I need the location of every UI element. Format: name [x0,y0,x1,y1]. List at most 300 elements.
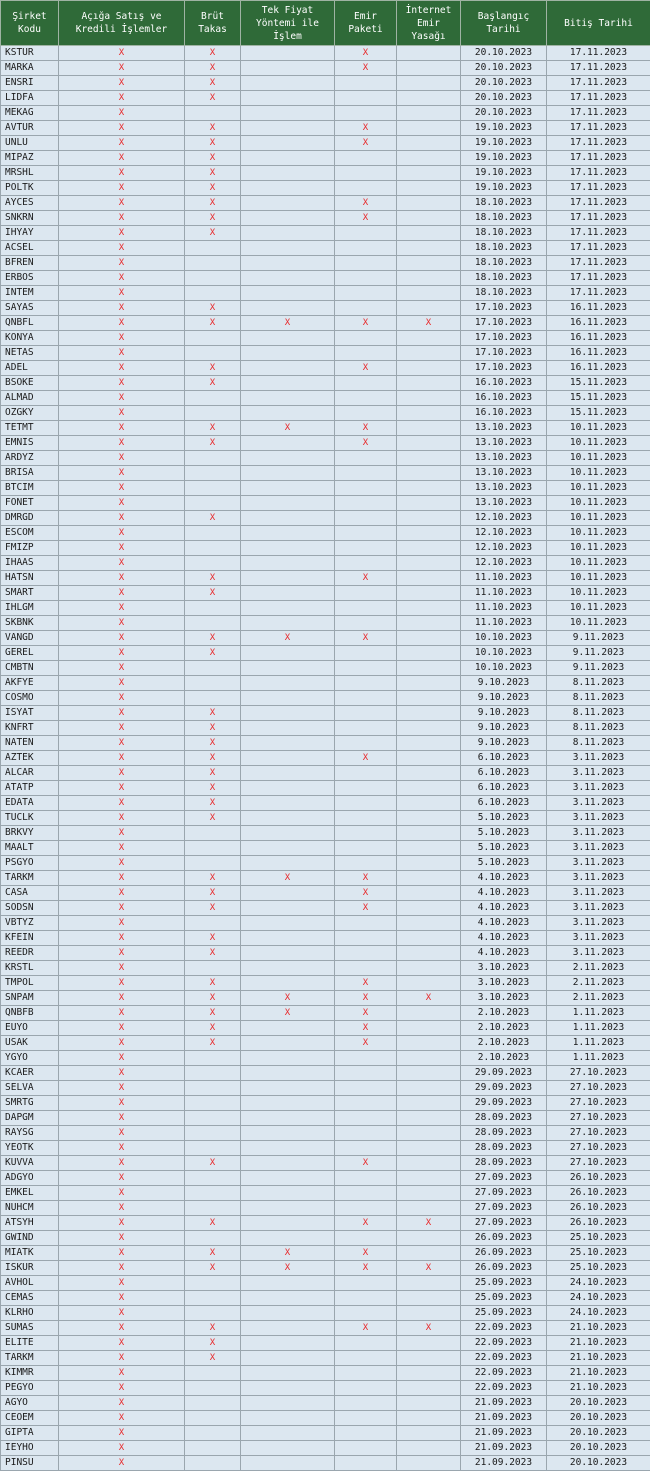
single-price-cell [241,211,335,226]
start-date-cell: 5.10.2023 [461,826,547,841]
single-price-cell [241,1021,335,1036]
end-date-cell: 17.11.2023 [547,121,650,136]
internet-ban-cell [397,481,461,496]
gross-settlement-cell [185,856,241,871]
start-date-cell: 18.10.2023 [461,211,547,226]
short-selling-cell: X [59,1366,185,1381]
single-price-cell [241,286,335,301]
gross-settlement-cell [185,1291,241,1306]
company-code-cell: MAALT [1,841,59,856]
short-selling-cell: X [59,406,185,421]
internet-ban-cell [397,76,461,91]
single-price-cell [241,391,335,406]
table-row [1,1216,650,1231]
short-selling-cell: X [59,1321,185,1336]
table-row [1,586,650,601]
end-date-cell: 3.11.2023 [547,901,650,916]
single-price-cell [241,376,335,391]
internet-ban-cell [397,1456,461,1471]
gross-settlement-cell [185,616,241,631]
order-package-cell [335,1456,397,1471]
end-date-cell: 10.11.2023 [547,451,650,466]
short-selling-cell: X [59,271,185,286]
short-selling-cell: X [59,1276,185,1291]
end-date-cell: 2.11.2023 [547,961,650,976]
end-date-cell: 16.11.2023 [547,331,650,346]
table-row [1,1336,650,1351]
short-selling-cell: X [59,916,185,931]
gross-settlement-cell [185,1231,241,1246]
internet-ban-cell [397,661,461,676]
gross-settlement-cell [185,1396,241,1411]
order-package-cell [335,181,397,196]
start-date-cell: 17.10.2023 [461,346,547,361]
order-package-cell [335,91,397,106]
short-selling-cell: X [59,661,185,676]
short-selling-cell: X [59,1201,185,1216]
start-date-cell: 6.10.2023 [461,781,547,796]
start-date-cell: 26.09.2023 [461,1261,547,1276]
single-price-cell [241,916,335,931]
gross-settlement-cell [185,1126,241,1141]
end-date-cell: 1.11.2023 [547,1021,650,1036]
table-header [1,1,650,46]
end-date-cell: 10.11.2023 [547,616,650,631]
gross-settlement-cell [185,106,241,121]
single-price-cell [241,616,335,631]
start-date-cell: 6.10.2023 [461,796,547,811]
short-selling-cell: X [59,301,185,316]
end-date-cell: 8.11.2023 [547,721,650,736]
table-row [1,991,650,1006]
internet-ban-cell: X [397,1321,461,1336]
company-code-cell: MIPAZ [1,151,59,166]
end-date-cell: 17.11.2023 [547,271,650,286]
company-code-cell: BSOKE [1,376,59,391]
table-row [1,691,650,706]
order-package-cell [335,766,397,781]
start-date-cell: 6.10.2023 [461,766,547,781]
start-date-cell: 18.10.2023 [461,241,547,256]
start-date-cell: 25.09.2023 [461,1291,547,1306]
table-row [1,136,650,151]
internet-ban-cell [397,1156,461,1171]
short-selling-cell: X [59,1246,185,1261]
gross-settlement-cell: X [185,1336,241,1351]
short-selling-cell: X [59,781,185,796]
single-price-cell: X [241,1006,335,1021]
single-price-cell [241,646,335,661]
single-price-cell [241,301,335,316]
table-row [1,151,650,166]
short-selling-cell: X [59,976,185,991]
company-code-cell: TETMT [1,421,59,436]
end-date-cell: 24.10.2023 [547,1291,650,1306]
gross-settlement-cell: X [185,1036,241,1051]
end-date-cell: 17.11.2023 [547,286,650,301]
internet-ban-cell [397,841,461,856]
table-row [1,511,650,526]
order-package-cell [335,1186,397,1201]
short-selling-cell: X [59,1456,185,1471]
end-date-cell: 10.11.2023 [547,496,650,511]
end-date-cell: 2.11.2023 [547,976,650,991]
order-package-cell [335,1426,397,1441]
short-selling-cell: X [59,1066,185,1081]
company-code-cell: ISYAT [1,706,59,721]
order-package-cell [335,796,397,811]
start-date-cell: 22.09.2023 [461,1381,547,1396]
order-package-cell [335,466,397,481]
company-code-cell: ARDYZ [1,451,59,466]
end-date-cell: 3.11.2023 [547,751,650,766]
header-order-package: Emir Paketi [335,1,397,46]
short-selling-cell: X [59,496,185,511]
table-row [1,841,650,856]
single-price-cell [241,1366,335,1381]
company-code-cell: KUVVA [1,1156,59,1171]
header-gross-settlement: Brüt Takas [185,1,241,46]
company-code-cell: KNFRT [1,721,59,736]
gross-settlement-cell: X [185,991,241,1006]
short-selling-cell: X [59,1396,185,1411]
single-price-cell: X [241,421,335,436]
table-row [1,1021,650,1036]
gross-settlement-cell [185,916,241,931]
company-code-cell: CMBTN [1,661,59,676]
internet-ban-cell [397,766,461,781]
internet-ban-cell [397,151,461,166]
gross-settlement-cell: X [185,871,241,886]
internet-ban-cell [397,736,461,751]
gross-settlement-cell: X [185,736,241,751]
start-date-cell: 17.10.2023 [461,301,547,316]
company-code-cell: ALMAD [1,391,59,406]
table-row [1,1381,650,1396]
order-package-cell [335,1411,397,1426]
short-selling-cell: X [59,676,185,691]
table-row [1,931,650,946]
gross-settlement-cell [185,1081,241,1096]
single-price-cell [241,676,335,691]
gross-settlement-cell: X [185,181,241,196]
short-selling-cell: X [59,526,185,541]
end-date-cell: 9.11.2023 [547,631,650,646]
table-row [1,1201,650,1216]
gross-settlement-cell [185,466,241,481]
end-date-cell: 21.10.2023 [547,1366,650,1381]
table-row [1,451,650,466]
short-selling-cell: X [59,1426,185,1441]
start-date-cell: 19.10.2023 [461,166,547,181]
single-price-cell [241,1321,335,1336]
table-row [1,751,650,766]
start-date-cell: 12.10.2023 [461,541,547,556]
order-package-cell: X [335,976,397,991]
company-code-cell: YGYO [1,1051,59,1066]
short-selling-cell: X [59,586,185,601]
short-selling-cell: X [59,991,185,1006]
short-selling-cell: X [59,736,185,751]
company-code-cell: ATSYH [1,1216,59,1231]
single-price-cell [241,1396,335,1411]
order-package-cell [335,691,397,706]
internet-ban-cell [397,466,461,481]
single-price-cell [241,736,335,751]
company-code-cell: KSTUR [1,46,59,61]
gross-settlement-cell: X [185,211,241,226]
short-selling-cell: X [59,766,185,781]
single-price-cell [241,1141,335,1156]
single-price-cell [241,196,335,211]
gross-settlement-cell: X [185,766,241,781]
single-price-cell: X [241,631,335,646]
company-code-cell: MRSHL [1,166,59,181]
table-row [1,481,650,496]
order-package-cell [335,1276,397,1291]
gross-settlement-cell: X [185,226,241,241]
single-price-cell [241,811,335,826]
internet-ban-cell [397,1186,461,1201]
order-package-cell [335,76,397,91]
single-price-cell [241,1351,335,1366]
table-row [1,1156,650,1171]
end-date-cell: 21.10.2023 [547,1351,650,1366]
start-date-cell: 20.10.2023 [461,61,547,76]
single-price-cell [241,586,335,601]
end-date-cell: 10.11.2023 [547,466,650,481]
header-start-date: Başlangıç Tarihi [461,1,547,46]
start-date-cell: 12.10.2023 [461,556,547,571]
end-date-cell: 3.11.2023 [547,871,650,886]
internet-ban-cell [397,346,461,361]
gross-settlement-cell [185,556,241,571]
short-selling-cell: X [59,391,185,406]
start-date-cell: 21.09.2023 [461,1411,547,1426]
internet-ban-cell [397,196,461,211]
table-row [1,1036,650,1051]
single-price-cell [241,1426,335,1441]
gross-settlement-cell [185,1201,241,1216]
short-selling-cell: X [59,421,185,436]
single-price-cell [241,106,335,121]
start-date-cell: 29.09.2023 [461,1066,547,1081]
end-date-cell: 3.11.2023 [547,931,650,946]
company-code-cell: CEMAS [1,1291,59,1306]
single-price-cell [241,481,335,496]
single-price-cell [241,826,335,841]
table-row [1,361,650,376]
end-date-cell: 26.10.2023 [547,1186,650,1201]
company-code-cell: ERBOS [1,271,59,286]
short-selling-cell: X [59,721,185,736]
gross-settlement-cell [185,1411,241,1426]
end-date-cell: 26.10.2023 [547,1216,650,1231]
order-package-cell [335,406,397,421]
end-date-cell: 27.10.2023 [547,1111,650,1126]
short-selling-cell: X [59,1141,185,1156]
gross-settlement-cell [185,451,241,466]
table-row [1,226,650,241]
single-price-cell [241,1456,335,1471]
short-selling-cell: X [59,481,185,496]
gross-settlement-cell [185,1381,241,1396]
internet-ban-cell [397,1231,461,1246]
end-date-cell: 10.11.2023 [547,556,650,571]
company-code-cell: AVTUR [1,121,59,136]
internet-ban-cell: X [397,1261,461,1276]
start-date-cell: 26.09.2023 [461,1231,547,1246]
table-row [1,601,650,616]
end-date-cell: 2.11.2023 [547,991,650,1006]
short-selling-cell: X [59,1171,185,1186]
short-selling-cell: X [59,1216,185,1231]
start-date-cell: 21.09.2023 [461,1456,547,1471]
gross-settlement-cell: X [185,166,241,181]
order-package-cell [335,961,397,976]
order-package-cell [335,376,397,391]
order-package-cell [335,706,397,721]
gross-settlement-cell [185,676,241,691]
start-date-cell: 28.09.2023 [461,1111,547,1126]
gross-settlement-cell [185,661,241,676]
order-package-cell [335,151,397,166]
short-selling-cell: X [59,1261,185,1276]
start-date-cell: 17.10.2023 [461,361,547,376]
gross-settlement-cell [185,841,241,856]
order-package-cell: X [335,136,397,151]
end-date-cell: 17.11.2023 [547,61,650,76]
company-code-cell: BTCIM [1,481,59,496]
internet-ban-cell [397,946,461,961]
end-date-cell: 27.10.2023 [547,1141,650,1156]
end-date-cell: 20.10.2023 [547,1411,650,1426]
order-package-cell [335,946,397,961]
single-price-cell [241,1216,335,1231]
internet-ban-cell [397,556,461,571]
internet-ban-cell [397,241,461,256]
short-selling-cell: X [59,1381,185,1396]
single-price-cell [241,1096,335,1111]
gross-settlement-cell [185,1276,241,1291]
order-package-cell [335,241,397,256]
single-price-cell: X [241,1246,335,1261]
start-date-cell: 4.10.2023 [461,931,547,946]
internet-ban-cell [397,106,461,121]
internet-ban-cell [397,1081,461,1096]
gross-settlement-cell: X [185,1216,241,1231]
order-package-cell [335,781,397,796]
gross-settlement-cell [185,1456,241,1471]
order-package-cell [335,451,397,466]
order-package-cell: X [335,1261,397,1276]
order-package-cell [335,1396,397,1411]
end-date-cell: 10.11.2023 [547,586,650,601]
short-selling-cell: X [59,1336,185,1351]
table-row [1,301,650,316]
short-selling-cell: X [59,1051,185,1066]
order-package-cell [335,616,397,631]
single-price-cell [241,706,335,721]
start-date-cell: 3.10.2023 [461,976,547,991]
order-package-cell [335,1126,397,1141]
order-package-cell: X [335,571,397,586]
table-row [1,1051,650,1066]
short-selling-cell: X [59,451,185,466]
company-code-cell: SNKRN [1,211,59,226]
single-price-cell [241,466,335,481]
company-code-cell: VANGD [1,631,59,646]
single-price-cell [241,526,335,541]
gross-settlement-cell: X [185,796,241,811]
company-code-cell: TMPOL [1,976,59,991]
gross-settlement-cell: X [185,76,241,91]
short-selling-cell: X [59,946,185,961]
internet-ban-cell [397,631,461,646]
start-date-cell: 18.10.2023 [461,271,547,286]
end-date-cell: 16.11.2023 [547,361,650,376]
short-selling-cell: X [59,1306,185,1321]
start-date-cell: 19.10.2023 [461,136,547,151]
start-date-cell: 19.10.2023 [461,121,547,136]
table-row [1,1186,650,1201]
internet-ban-cell [397,226,461,241]
end-date-cell: 10.11.2023 [547,481,650,496]
order-package-cell [335,1051,397,1066]
start-date-cell: 26.09.2023 [461,1246,547,1261]
end-date-cell: 10.11.2023 [547,421,650,436]
table-row [1,316,650,331]
order-package-cell: X [335,196,397,211]
table-row [1,1276,650,1291]
end-date-cell: 27.10.2023 [547,1066,650,1081]
internet-ban-cell [397,331,461,346]
internet-ban-cell [397,751,461,766]
single-price-cell [241,451,335,466]
internet-ban-cell [397,391,461,406]
order-package-cell [335,556,397,571]
table-row [1,331,650,346]
gross-settlement-cell: X [185,1351,241,1366]
start-date-cell: 13.10.2023 [461,421,547,436]
end-date-cell: 3.11.2023 [547,826,650,841]
internet-ban-cell [397,1336,461,1351]
start-date-cell: 5.10.2023 [461,811,547,826]
internet-ban-cell [397,286,461,301]
short-selling-cell: X [59,1156,185,1171]
company-code-cell: TUCLK [1,811,59,826]
company-code-cell: SNPAM [1,991,59,1006]
table-row [1,1126,650,1141]
gross-settlement-cell: X [185,136,241,151]
order-package-cell [335,1366,397,1381]
company-code-cell: YEOTK [1,1141,59,1156]
end-date-cell: 17.11.2023 [547,256,650,271]
single-price-cell [241,361,335,376]
end-date-cell: 3.11.2023 [547,946,650,961]
table-row [1,211,650,226]
single-price-cell [241,436,335,451]
single-price-cell [241,1411,335,1426]
single-price-cell [241,256,335,271]
start-date-cell: 18.10.2023 [461,196,547,211]
gross-settlement-cell [185,496,241,511]
table-row [1,826,650,841]
start-date-cell: 29.09.2023 [461,1096,547,1111]
end-date-cell: 10.11.2023 [547,571,650,586]
start-date-cell: 27.09.2023 [461,1216,547,1231]
table-row [1,856,650,871]
